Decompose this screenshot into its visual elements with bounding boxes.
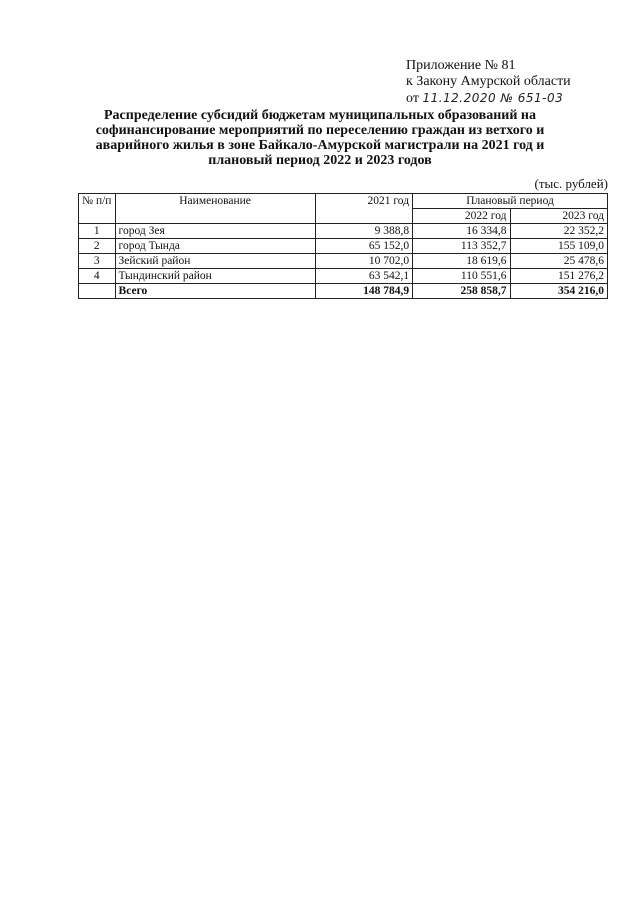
row-num: 4 [79,269,116,284]
header-name: Наименование [115,194,315,224]
appendix-date-line [406,90,626,107]
row-2022: 16 334,8 [413,224,510,239]
row-2021: 65 152,0 [315,239,412,254]
header-plan-period: Плановый период [413,194,608,209]
row-2021: 9 388,8 [315,224,412,239]
row-2021: 63 542,1 [315,269,412,284]
handwritten-date-number: 11.12.2020 № 651-03 [422,91,564,105]
header-2023: 2023 год [510,209,608,224]
row-name: город Зея [115,224,315,239]
document-title [90,108,550,168]
total-2022: 258 858,7 [413,284,510,299]
row-num: 3 [79,254,116,269]
header-2021: 2021 год [315,194,412,224]
row-2022: 18 619,6 [413,254,510,269]
row-2023: 22 352,2 [510,224,608,239]
appendix-number: Приложение № 81 [406,58,516,73]
row-2021: 10 702,0 [315,254,412,269]
header-num: № п/п [79,194,116,224]
units-label: (тыс. рублей) [534,176,608,191]
table-row [79,224,608,239]
subsidy-table [78,193,608,299]
title-line-1: Распределение субсидий бюджетам муниципальных образований на [104,108,536,123]
row-name: Тындинский район [115,269,315,284]
title-line-4: плановый период 2022 и 2023 годов [208,153,432,168]
table-row [79,254,608,269]
date-prefix: от [406,91,419,106]
row-name: город Тында [115,239,315,254]
total-2023: 354 216,0 [510,284,608,299]
row-num: 1 [79,224,116,239]
row-name: Зейский район [115,254,315,269]
total-2021: 148 784,9 [315,284,412,299]
table-row [79,269,608,284]
row-2022: 110 551,6 [413,269,510,284]
title-line-3: аварийного жилья в зоне Байкало-Амурской магистрали на 2021 год и [95,138,545,153]
row-2023: 151 276,2 [510,269,608,284]
row-2022: 113 352,7 [413,239,510,254]
appendix-law-reference: к Закону Амурской области [406,74,571,89]
table-row [79,239,608,254]
total-row [79,284,608,299]
row-2023: 155 109,0 [510,239,608,254]
total-label: Всего [115,284,315,299]
appendix-block [406,58,626,107]
row-2023: 25 478,6 [510,254,608,269]
header-2022: 2022 год [413,209,510,224]
total-num-empty [79,284,116,299]
row-num: 2 [79,239,116,254]
header-row [79,194,608,209]
title-line-2: софинансирование мероприятий по переселению граждан из ветхого и [95,123,545,138]
